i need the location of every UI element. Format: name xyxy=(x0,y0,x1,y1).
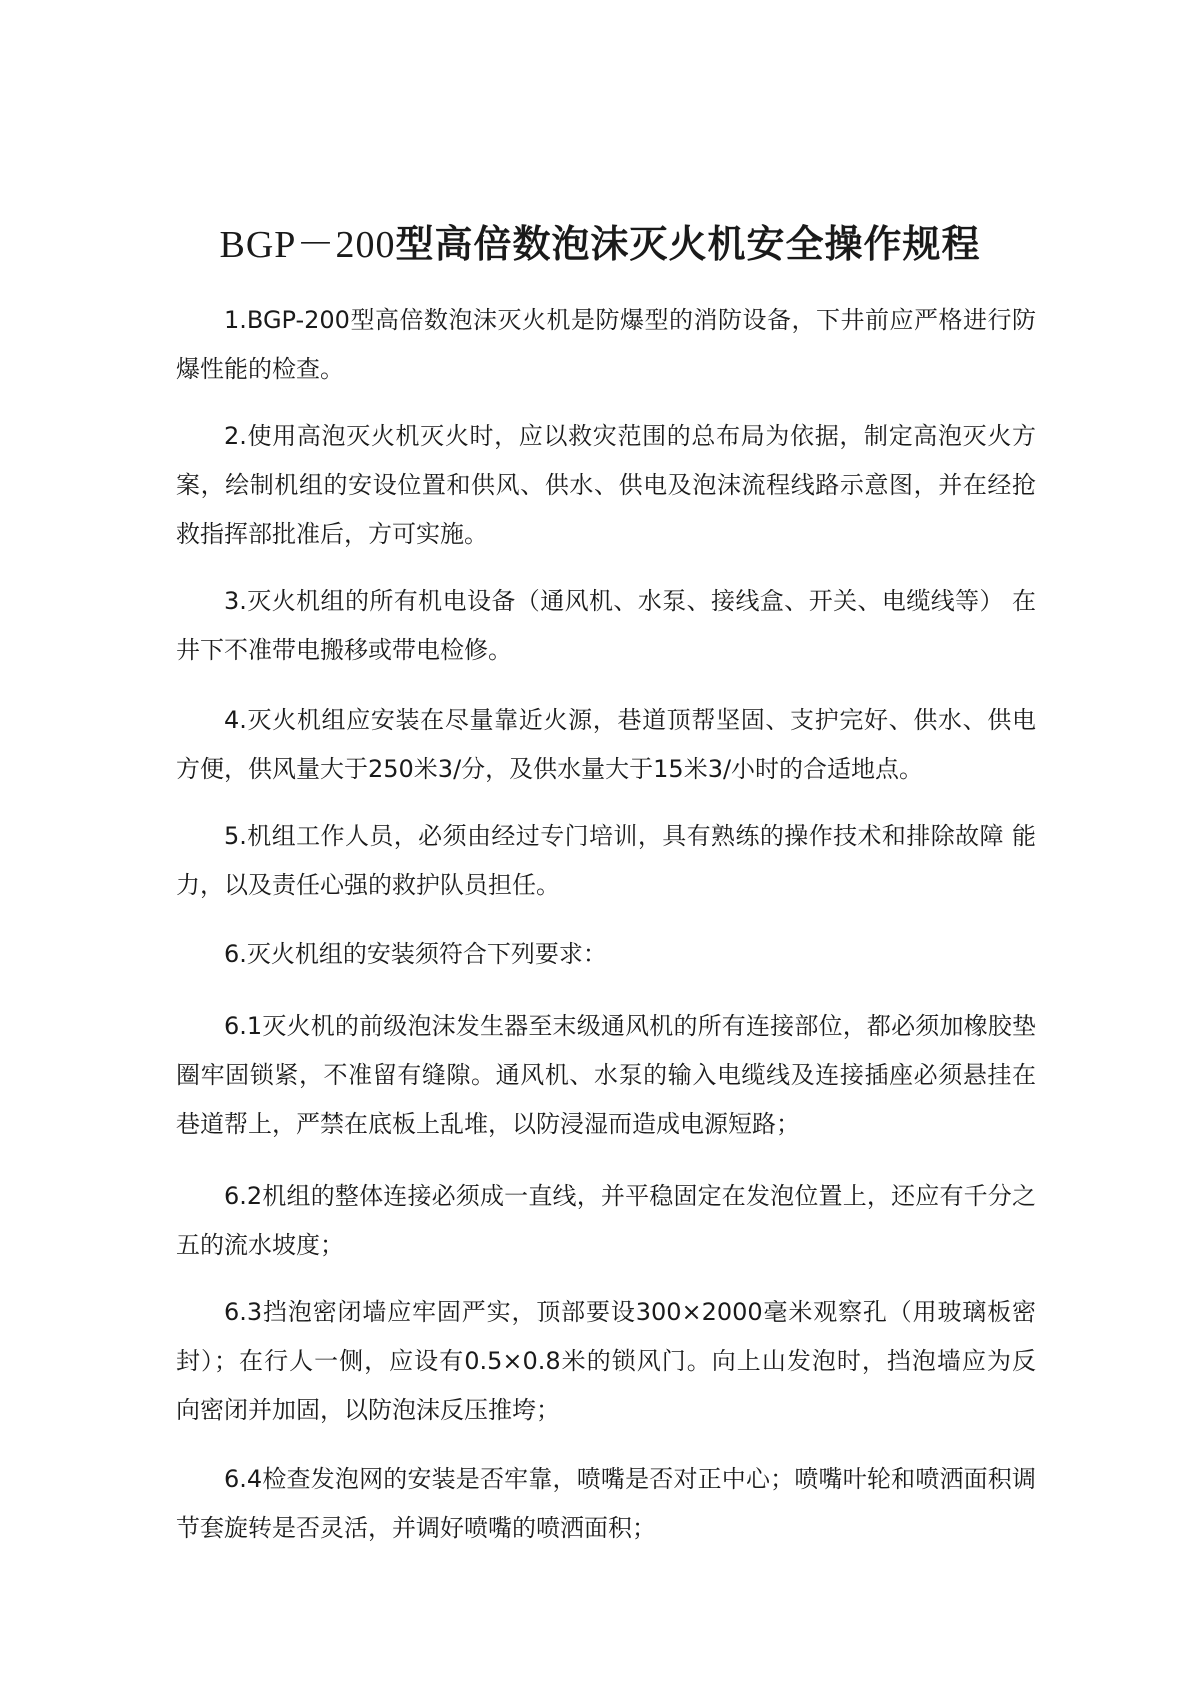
document-title xyxy=(0,218,1200,271)
paragraph-6: 6.灭火机组的安装须符合下列要求： xyxy=(224,940,607,968)
paragraph-6-1: 6.1灭火机的前级泡沫发生器至末级通风机的所有连接部位，都必须加橡胶垫圈牢固锁紧，不准留有缝隙。通风机、水泵的输入电缆线及连接插座必须悬挂在巷道帮上，严禁在底板上乱堆，以防浸湿而造成电源短路； xyxy=(176,1012,1036,1138)
paragraph-5: 5.机组工作人员，必须由经过专门培训，具有熟练的操作技术和排除故障 能力，以及责任心强的救护队员担任。 xyxy=(176,822,1036,899)
paragraph-3: 3.灭火机组的所有机电设备（通风机、水泵、接线盒、开关、电缆线等） 在井下不准带电搬移或带电检修。 xyxy=(176,587,1036,664)
paragraph-6-4: 6.4检查发泡网的安装是否牢靠，喷嘴是否对正中心；喷嘴叶轮和喷洒面积调节套旋转是否灵活，并调好喷嘴的喷洒面积； xyxy=(176,1465,1036,1542)
paragraph-6-2: 6.2机组的整体连接必须成一直线，并平稳固定在发泡位置上，还应有千分之五的流水坡度； xyxy=(176,1182,1036,1259)
paragraph-2: 2.使用高泡灭火机灭火时，应以救灾范围的总布局为依据，制定高泡灭火方 案，绘制机组的安设位置和供风、供水、供电及泡沫流程线路示意图，并在经抢救指挥部批准后，方可实施。 xyxy=(176,422,1036,548)
paragraph-1: 1.BGP-200型高倍数泡沫灭火机是防爆型的消防设备，下井前应严格进行防 爆性能的检查。 xyxy=(176,306,1036,383)
paragraph-6-3: 6.3挡泡密闭墙应牢固严实，顶部要设300×2000毫米观察孔（用玻璃板密封）；在行人一侧，应设有0.5×0.8米的锁风门。向上山发泡时，挡泡墙应为反 向密闭并加固，以防泡沫反压推垮； xyxy=(176,1298,1036,1424)
title-text: 型高倍数泡沫灭火机安全操作规程 xyxy=(395,222,981,266)
title-model-number: BGP－200 xyxy=(219,224,396,266)
paragraph-4: 4.灭火机组应安装在尽量靠近火源，巷道顶帮坚固、支护完好、供水、供电方便，供风量大于250米3/分，及供水量大于15米3/小时的合适地点。 xyxy=(176,706,1036,783)
